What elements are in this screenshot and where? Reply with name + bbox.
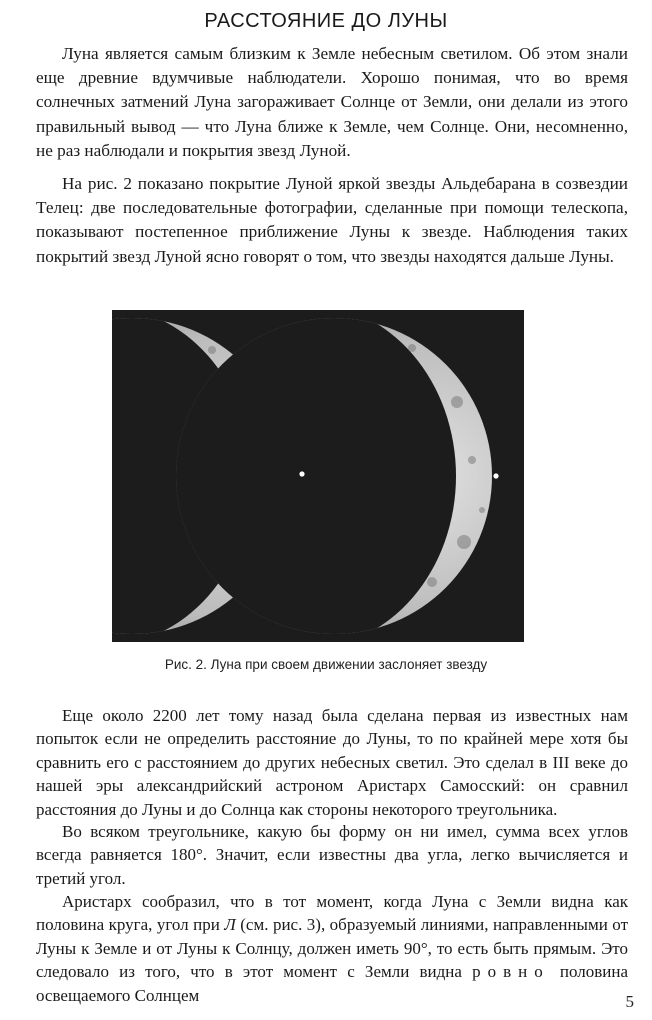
paragraph-aristarchus: Еще около 2200 лет тому назад была сделана первая из известных нам попыток если не определить расстояние до Луны, то по крайней мере хотя бы сравнить его с расстоянием до других небесных светил. Это сделал в III веке до нашей эры александрийский астроном Аристарх Самосский: он сравнил расстояния до Луны и до Солнца как стороны некоторого треугольника. [36,706,628,819]
paragraph-occultation: На рис. 2 показано покрытие Луной яркой звезды Альдебарана в созвездии Телец: две последовательные фотографии, сделанные при помощи телескопа, показывают постепенное приближение Луны к звезде. Наблюдения таких покрытий звезд Луной ясно говорят о том, что звезды находятся дальше Луны. [36,174,628,266]
p5-text-middle: (см. рис. 3), образуемый линиями, направленными от Луны к Земле и от Луны к Солнцу, должен иметь 90°, то есть быть прямым. Это следовало из того, что в этот момент с Земли видна [36,915,628,982]
p5-spaced-word: ровно [472,962,550,982]
moon-photo-svg [112,310,524,642]
paragraph-right-angle [36,890,628,1007]
star-aldebaran-second [493,473,498,478]
star-aldebaran-first [299,471,304,476]
p5-letter-l: Л [224,915,236,935]
page-number: 5 [625,992,634,1011]
figure-caption: Рис. 2. Луна при своем движении заслоняет звезду [164,657,488,672]
paragraph-intro: Луна является самым близким к Земле небесным светилом. Об этом знали еще древние вдумчивые наблюдатели. Хорошо понимая, что во время солнечных затмений Луна загораживает Солнце от Земли, они делали из этого правильный вывод — что Луна ближе к Земле, чем Солнце. Они, несомненно, не раз наблюдали и покрытия звезд Луной. [36,44,628,160]
moon-occultation-photo [112,310,524,642]
p5-text-after: половина освещаемого Солнцем [36,962,628,1005]
paragraph-triangle: Во всяком треугольнике, какую бы форму он ни имел, сумма всех углов всегда равняется 180°. Значит, если известны два угла, легко вычисляется и третий угол. [36,822,628,888]
page-title: РАССТОЯНИЕ ДО ЛУНЫ [204,10,448,32]
p5-text-before: Аристарх сообразил, что в тот момент, когда Луна с Земли видна как половина круга, угол при [36,892,628,935]
